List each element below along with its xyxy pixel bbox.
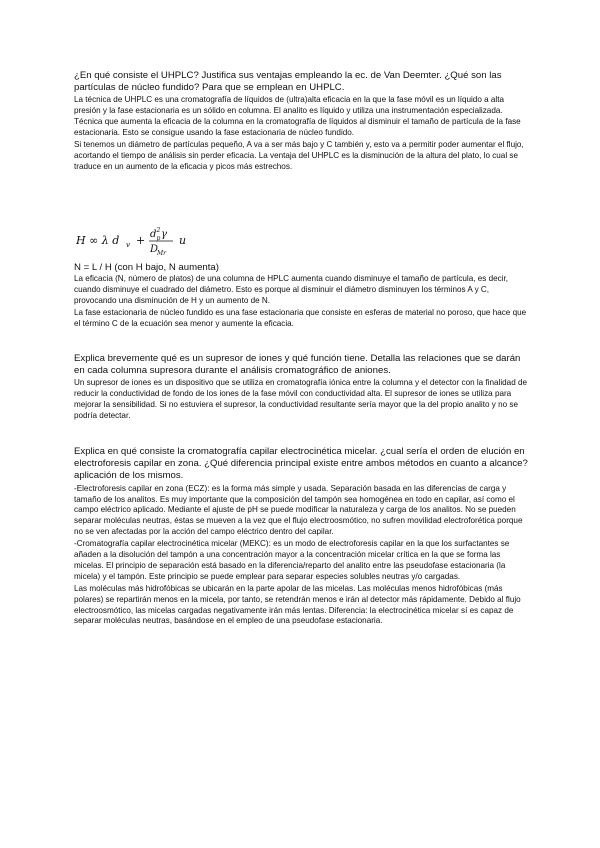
plate-number-relation: N = L / H (con H bajo, N aumenta) bbox=[74, 262, 219, 273]
van-deemter-formula bbox=[76, 225, 276, 257]
question-2: Explica brevemente qué es un supresor de iones y qué función tiene. Detalla las relaciones que se darán en cada columna supresora durante el análisis cromatográfico de aniones. bbox=[74, 353, 521, 377]
formula-numerator: d bbox=[150, 229, 157, 240]
answer-2-paragraph: Un supresor de iones es un dispositivo que se utiliza en cromatografía iónica entre la columna y el detector con la finalidad de reducir la conductividad de fondo de los iones de la fase móvil con conductividad alta. El supresor de iones se utiliza para mejorar la sensibilidad. Si no estuviera el supresor, la conductividad resultante sería mayor que la del propio analito y no se podría detectar. bbox=[74, 378, 528, 421]
formula-numerator-subscript: p bbox=[156, 235, 161, 242]
answer-1-paragraph-1: La técnica de UHPLC es una cromatografía de líquidos de (ultra)alta eficacia en la que la fase móvil es un líquido a alta presión y la fase estacionaria es un sólido en columna. El analito es líquido y utiliza una instrumentación especializada. Técnica que aumenta la eficacia de la columna en la cromatografía de líquidos al disminuir el tamaño de partícula de la fase estacionaria. Esto se consigue usando la fase estacionaria de núcleo fundido. bbox=[74, 95, 521, 138]
answer-3-paragraph-3: Las moléculas más hidrofóbicas se ubicarán en la parte apolar de las micelas. Las moléculas menos hidrofóbicas (más polares) se repartirán menos en la micela, por tanto, se retendrán menos e irán al detector más rápidamente. Debido al flujo electroosmótico, las micelas cargadas negativamente irán más lentas. Diferencia: la electrocinética micelar sí es capaz de separar moléculas neutras, basándose en el empleo de una pseudofase estacionaria. bbox=[74, 583, 521, 626]
formula-denominator-subscript: Mr bbox=[157, 250, 167, 257]
formula-numerator-gamma: γ bbox=[161, 229, 167, 240]
question-1: ¿En qué consiste el UHPLC? Justifica sus ventajas empleando la ec. de Van Deemter. ¿Qué son las partículas de núcleo fundido? Para que se emplean en UHPLC. bbox=[74, 70, 502, 94]
formula-plus: + bbox=[136, 234, 146, 247]
formula-numerator-superscript: 2 bbox=[156, 227, 161, 234]
question-3: Explica en qué consiste la cromatografía capilar electrocinética micelar. ¿cual sería el orden de elución en electroforesis capilar en zona. ¿Qué diferencia principal existe entre ambos métodos en cuanto a alcance? aplicación de los mismos. bbox=[74, 446, 528, 482]
formula-denominator: D bbox=[150, 244, 159, 255]
answer-3-paragraph-1: -Electroforesis capilar en zona (ECZ): es la forma más simple y usada. Separación basada en las diferencias de carga y tamaño de los analitos. Es muy importante que la composición del tampón sea homogénea en todo en capilar, así como el campo eléctrico aplicado. Mediante el ajuste de pH se puede modificar la naturaleza y carga de los analitos. No se pueden separar moléculas neutras, éstas se mueven a la vez que el flujo electroosmótico, no sufren movilidad electroforética porque no se ven afectadas por la acción del campo eléctrico dentro del capilar. bbox=[74, 483, 523, 537]
answer-1-paragraph-3: La eficacia (N, número de platos) de una columna de HPLC aumenta cuando disminuye el tamaño de partícula, es decir, cuando disminuye el cuadrado del diámetro. Esto es porque al disminuir el diámetro disminuyen los términos A y C, provocando una disminución de H y un aumento de N. bbox=[74, 274, 509, 305]
section-mekc bbox=[74, 446, 530, 627]
answer-1-paragraph-2: Si tenemos un diámetro de partículas pequeño, A va a ser más bajo y C también y, esto va a permitir poder aumentar el flujo, acortando el tiempo de análisis sin perder eficacia. La ventaja del UHPLC es la disminución de la altura del plato, lo cual se traduce en un aumento de la eficacia y picos más estrechos. bbox=[74, 140, 524, 171]
formula-lhs: H ∞ λ d bbox=[76, 234, 120, 247]
section-uhplc-continued bbox=[74, 274, 530, 330]
answer-3-paragraph-2: -Cromatografía capilar electrocinética micelar (MEKC): es un modo de electroforesis capilar en la que los surfactantes se añaden a la disolución del tampón a una concentración mayor a la concentración micelar crítica en la que se forma las micelas. El principio de separación está basado en la diferencia/reparto del analito entre las pseudofase estacionaria (la micela) y el tampón. Este principio se puede emplear para separar especies solubles neutras y/o cargadas. bbox=[74, 539, 510, 581]
formula-graphic bbox=[76, 225, 276, 257]
formula-lhs-subscript: v bbox=[126, 241, 130, 249]
formula-rhs: u bbox=[179, 234, 187, 247]
section-uhplc bbox=[74, 70, 530, 173]
section-ion-suppressor bbox=[74, 353, 530, 422]
answer-1-paragraph-4: La fase estacionaria de núcleo fundido es una fase estacionaria que consiste en esferas de material no poroso, que hace que el término C de la ecuación sea menor y aumente la eficacia. bbox=[74, 307, 527, 328]
